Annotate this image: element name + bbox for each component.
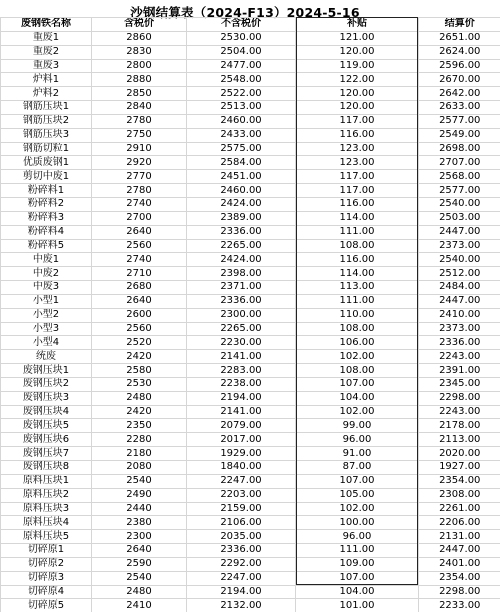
cell-price-without-tax[interactable]: 1840.00 [187,461,296,475]
cell-price-without-tax[interactable]: 2247.00 [187,571,296,585]
cell-settlement-price[interactable]: 2113.00 [419,433,500,447]
cell-price-without-tax[interactable]: 2460.00 [187,184,296,198]
cell-subsidy[interactable]: 120.00 [296,87,419,101]
cell-price-with-tax[interactable]: 2800 [92,59,187,73]
cell-subsidy[interactable]: 117.00 [296,184,419,198]
cell-price-without-tax[interactable]: 2477.00 [187,59,296,73]
cell-subsidy[interactable]: 116.00 [296,197,419,211]
cell-price-with-tax[interactable]: 2580 [92,364,187,378]
cell-subsidy[interactable]: 123.00 [296,156,419,170]
table-row [1,544,500,558]
cell-subsidy[interactable]: 107.00 [296,571,419,585]
cell-price-without-tax[interactable]: 2230.00 [187,336,296,350]
cell-price-without-tax[interactable]: 2035.00 [187,530,296,544]
cell-price-without-tax[interactable]: 2336.00 [187,294,296,308]
table-row [1,294,500,308]
cell-settlement-price[interactable]: 2373.00 [419,322,500,336]
cell-price-without-tax[interactable]: 2132.00 [187,599,296,612]
table-row [1,197,500,211]
table-row [1,31,500,45]
table-row [1,405,500,419]
cell-price-with-tax[interactable]: 2640 [92,544,187,558]
table-row [1,73,500,87]
cell-price-without-tax[interactable]: 1929.00 [187,447,296,461]
cell-subsidy[interactable]: 113.00 [296,281,419,295]
cell-name[interactable]: 废钢压块2 [1,377,92,391]
cell-settlement-price[interactable]: 2540.00 [419,253,500,267]
cell-name[interactable]: 原料压块4 [1,516,92,530]
cell-settlement-price[interactable]: 2298.00 [419,585,500,599]
cell-subsidy[interactable]: 104.00 [296,585,419,599]
cell-subsidy[interactable]: 111.00 [296,225,419,239]
cell-settlement-price[interactable]: 2596.00 [419,59,500,73]
settlement-table [0,17,500,612]
cell-name[interactable]: 钢筋切粒1 [1,142,92,156]
cell-name[interactable]: 重废3 [1,59,92,73]
cell-settlement-price[interactable]: 2512.00 [419,267,500,281]
cell-name[interactable]: 中废3 [1,281,92,295]
cell-price-without-tax[interactable]: 2238.00 [187,377,296,391]
cell-price-without-tax[interactable]: 2247.00 [187,474,296,488]
cell-price-with-tax[interactable]: 2590 [92,557,187,571]
cell-price-without-tax[interactable]: 2389.00 [187,211,296,225]
cell-settlement-price[interactable]: 2447.00 [419,294,500,308]
cell-subsidy[interactable]: 107.00 [296,377,419,391]
cell-settlement-price[interactable]: 2131.00 [419,530,500,544]
cell-name[interactable]: 剪切中废1 [1,170,92,184]
header-settlement-price[interactable]: 结算价 [419,18,500,32]
settlement-table-body [1,18,500,612]
cell-name[interactable]: 原料压块3 [1,502,92,516]
cell-name[interactable]: 原料压块2 [1,488,92,502]
table-row [1,142,500,156]
cell-price-without-tax[interactable]: 2159.00 [187,502,296,516]
table-row [1,336,500,350]
cell-subsidy[interactable]: 108.00 [296,364,419,378]
cell-subsidy[interactable]: 119.00 [296,59,419,73]
cell-price-without-tax[interactable]: 2283.00 [187,364,296,378]
cell-name[interactable]: 重废1 [1,31,92,45]
table-row [1,447,500,461]
cell-price-without-tax[interactable]: 2194.00 [187,585,296,599]
cell-price-without-tax[interactable]: 2371.00 [187,281,296,295]
cell-subsidy[interactable]: 120.00 [296,45,419,59]
cell-price-without-tax[interactable]: 2504.00 [187,45,296,59]
cell-name[interactable]: 废钢压块3 [1,391,92,405]
table-row [1,571,500,585]
cell-settlement-price[interactable]: 2633.00 [419,101,500,115]
cell-name[interactable]: 切碎原2 [1,557,92,571]
table-row [1,114,500,128]
cell-settlement-price[interactable]: 2577.00 [419,114,500,128]
cell-settlement-price[interactable]: 2707.00 [419,156,500,170]
table-row [1,364,500,378]
table-row [1,59,500,73]
cell-settlement-price[interactable]: 2233.00 [419,599,500,612]
cell-price-with-tax[interactable]: 2740 [92,197,187,211]
table-row [1,211,500,225]
cell-settlement-price[interactable]: 2298.00 [419,391,500,405]
cell-subsidy[interactable]: 102.00 [296,405,419,419]
cell-subsidy[interactable]: 111.00 [296,294,419,308]
cell-subsidy[interactable]: 96.00 [296,433,419,447]
cell-settlement-price[interactable]: 2577.00 [419,184,500,198]
cell-subsidy[interactable]: 116.00 [296,128,419,142]
table-row [1,530,500,544]
cell-price-with-tax[interactable]: 2410 [92,599,187,612]
cell-name[interactable]: 钢筋压块1 [1,101,92,115]
cell-price-without-tax[interactable]: 2424.00 [187,253,296,267]
cell-settlement-price[interactable]: 2261.00 [419,502,500,516]
cell-name[interactable]: 废钢压块4 [1,405,92,419]
cell-name[interactable]: 粉碎料3 [1,211,92,225]
cell-subsidy[interactable]: 109.00 [296,557,419,571]
cell-price-without-tax[interactable]: 2575.00 [187,142,296,156]
cell-name[interactable]: 钢筋压块2 [1,114,92,128]
cell-price-with-tax[interactable]: 2440 [92,502,187,516]
cell-subsidy[interactable]: 104.00 [296,391,419,405]
cell-subsidy[interactable]: 99.00 [296,419,419,433]
cell-price-without-tax[interactable]: 2336.00 [187,544,296,558]
cell-price-without-tax[interactable]: 2398.00 [187,267,296,281]
cell-price-with-tax[interactable]: 2180 [92,447,187,461]
cell-price-with-tax[interactable]: 2530 [92,377,187,391]
header-price-without-tax[interactable]: 不含税价 [187,18,296,32]
table-row [1,253,500,267]
cell-subsidy[interactable]: 114.00 [296,211,419,225]
cell-subsidy[interactable]: 114.00 [296,267,419,281]
cell-price-with-tax[interactable]: 2080 [92,461,187,475]
table-row [1,267,500,281]
cell-price-without-tax[interactable]: 2530.00 [187,31,296,45]
cell-name[interactable]: 小型2 [1,308,92,322]
table-row [1,377,500,391]
table-row [1,45,500,59]
cell-settlement-price[interactable]: 2447.00 [419,225,500,239]
cell-price-with-tax[interactable]: 2540 [92,571,187,585]
cell-price-with-tax[interactable]: 2560 [92,239,187,253]
cell-price-with-tax[interactable]: 2840 [92,101,187,115]
cell-settlement-price[interactable]: 2568.00 [419,170,500,184]
cell-price-without-tax[interactable]: 2336.00 [187,225,296,239]
cell-price-with-tax[interactable]: 2350 [92,419,187,433]
table-row [1,101,500,115]
cell-settlement-price[interactable]: 2354.00 [419,474,500,488]
cell-settlement-price[interactable]: 2401.00 [419,557,500,571]
cell-subsidy[interactable]: 111.00 [296,544,419,558]
cell-settlement-price[interactable]: 1927.00 [419,461,500,475]
cell-price-with-tax[interactable]: 2750 [92,128,187,142]
header-price-with-tax[interactable]: 含税价 [92,18,187,32]
cell-price-without-tax[interactable]: 2424.00 [187,197,296,211]
cell-settlement-price[interactable]: 2243.00 [419,350,500,364]
cell-name[interactable]: 废钢压块5 [1,419,92,433]
cell-name[interactable]: 炉料1 [1,73,92,87]
table-header-row [1,18,500,32]
cell-name[interactable]: 废钢压块6 [1,433,92,447]
table-row [1,474,500,488]
cell-price-with-tax[interactable]: 2540 [92,474,187,488]
cell-name[interactable]: 小型3 [1,322,92,336]
table-row [1,585,500,599]
cell-price-without-tax[interactable]: 2548.00 [187,73,296,87]
cell-settlement-price[interactable]: 2698.00 [419,142,500,156]
cell-price-without-tax[interactable]: 2079.00 [187,419,296,433]
cell-settlement-price[interactable]: 2243.00 [419,405,500,419]
cell-price-without-tax[interactable]: 2265.00 [187,239,296,253]
table-row [1,350,500,364]
cell-price-with-tax[interactable]: 2780 [92,114,187,128]
cell-price-with-tax[interactable]: 2780 [92,184,187,198]
table-row [1,322,500,336]
cell-price-with-tax[interactable]: 2700 [92,211,187,225]
table-row [1,433,500,447]
cell-name[interactable]: 重废2 [1,45,92,59]
cell-price-with-tax[interactable]: 2920 [92,156,187,170]
table-row [1,391,500,405]
cell-price-without-tax[interactable]: 2522.00 [187,87,296,101]
cell-price-with-tax[interactable]: 2490 [92,488,187,502]
cell-price-with-tax[interactable]: 2560 [92,322,187,336]
cell-price-without-tax[interactable]: 2141.00 [187,405,296,419]
cell-name[interactable]: 切碎原1 [1,544,92,558]
cell-settlement-price[interactable]: 2484.00 [419,281,500,295]
table-row [1,170,500,184]
cell-price-with-tax[interactable]: 2640 [92,294,187,308]
cell-price-with-tax[interactable]: 2880 [92,73,187,87]
cell-price-with-tax[interactable]: 2680 [92,281,187,295]
cell-subsidy[interactable]: 120.00 [296,101,419,115]
table-row [1,516,500,530]
table-row [1,461,500,475]
cell-subsidy[interactable]: 108.00 [296,239,419,253]
table-row [1,184,500,198]
cell-settlement-price[interactable]: 2336.00 [419,336,500,350]
table-row [1,239,500,253]
table-row [1,281,500,295]
cell-settlement-price[interactable]: 2410.00 [419,308,500,322]
cell-price-with-tax[interactable]: 2740 [92,253,187,267]
cell-price-without-tax[interactable]: 2451.00 [187,170,296,184]
sheet-title: 沙钢结算表（2024-F13）2024-5-16 [95,3,395,19]
cell-name[interactable]: 废钢压块8 [1,461,92,475]
cell-price-with-tax[interactable]: 2850 [92,87,187,101]
cell-price-with-tax[interactable]: 2380 [92,516,187,530]
cell-name[interactable]: 优质废钢1 [1,156,92,170]
cell-name[interactable]: 切碎原5 [1,599,92,612]
cell-settlement-price[interactable]: 2549.00 [419,128,500,142]
cell-settlement-price[interactable]: 2642.00 [419,87,500,101]
cell-name[interactable]: 粉碎料1 [1,184,92,198]
cell-subsidy[interactable]: 123.00 [296,142,419,156]
cell-settlement-price[interactable]: 2670.00 [419,73,500,87]
table-row [1,557,500,571]
cell-settlement-price[interactable]: 2391.00 [419,364,500,378]
cell-name[interactable]: 原料压块1 [1,474,92,488]
cell-price-without-tax[interactable]: 2203.00 [187,488,296,502]
cell-price-with-tax[interactable]: 2770 [92,170,187,184]
cell-price-without-tax[interactable]: 2292.00 [187,557,296,571]
cell-subsidy[interactable]: 101.00 [296,599,419,612]
cell-name[interactable]: 切碎原4 [1,585,92,599]
cell-price-with-tax[interactable]: 2420 [92,405,187,419]
cell-settlement-price[interactable]: 2354.00 [419,571,500,585]
cell-subsidy[interactable]: 102.00 [296,502,419,516]
table-row [1,225,500,239]
cell-settlement-price[interactable]: 2345.00 [419,377,500,391]
table-row [1,419,500,433]
cell-price-with-tax[interactable]: 2830 [92,45,187,59]
cell-name[interactable]: 钢筋压块3 [1,128,92,142]
cell-price-with-tax[interactable]: 2710 [92,267,187,281]
cell-subsidy[interactable]: 117.00 [296,114,419,128]
cell-price-without-tax[interactable]: 2017.00 [187,433,296,447]
cell-subsidy[interactable]: 122.00 [296,73,419,87]
cell-settlement-price[interactable]: 2503.00 [419,211,500,225]
cell-subsidy[interactable]: 121.00 [296,31,419,45]
cell-price-without-tax[interactable]: 2194.00 [187,391,296,405]
cell-name[interactable]: 粉碎料5 [1,239,92,253]
cell-price-with-tax[interactable]: 2860 [92,31,187,45]
cell-name[interactable]: 切碎原3 [1,571,92,585]
table-row [1,599,500,612]
cell-name[interactable]: 小型1 [1,294,92,308]
cell-name[interactable]: 废钢压块1 [1,364,92,378]
cell-name[interactable]: 炉料2 [1,87,92,101]
cell-price-with-tax[interactable]: 2600 [92,308,187,322]
cell-price-without-tax[interactable]: 2300.00 [187,308,296,322]
cell-subsidy[interactable]: 108.00 [296,322,419,336]
cell-subsidy[interactable]: 106.00 [296,336,419,350]
cell-price-without-tax[interactable]: 2433.00 [187,128,296,142]
cell-settlement-price[interactable]: 2373.00 [419,239,500,253]
cell-subsidy[interactable]: 117.00 [296,170,419,184]
cell-settlement-price[interactable]: 2020.00 [419,447,500,461]
cell-subsidy[interactable]: 105.00 [296,488,419,502]
header-subsidy[interactable]: 补贴 [296,18,419,32]
cell-price-without-tax[interactable]: 2106.00 [187,516,296,530]
cell-subsidy[interactable]: 87.00 [296,461,419,475]
cell-price-without-tax[interactable]: 2460.00 [187,114,296,128]
cell-name[interactable]: 中废2 [1,267,92,281]
cell-price-with-tax[interactable]: 2280 [92,433,187,447]
table-row [1,488,500,502]
cell-price-without-tax[interactable]: 2141.00 [187,350,296,364]
cell-name[interactable]: 粉碎料2 [1,197,92,211]
cell-subsidy[interactable]: 116.00 [296,253,419,267]
cell-name[interactable]: 统废 [1,350,92,364]
cell-settlement-price[interactable]: 2178.00 [419,419,500,433]
cell-subsidy[interactable]: 102.00 [296,350,419,364]
cell-name[interactable]: 小型4 [1,336,92,350]
cell-subsidy[interactable]: 96.00 [296,530,419,544]
cell-price-with-tax[interactable]: 2480 [92,585,187,599]
cell-subsidy[interactable]: 107.00 [296,474,419,488]
cell-price-with-tax[interactable]: 2480 [92,391,187,405]
cell-subsidy[interactable]: 91.00 [296,447,419,461]
table-row [1,308,500,322]
cell-price-without-tax[interactable]: 2584.00 [187,156,296,170]
cell-settlement-price[interactable]: 2624.00 [419,45,500,59]
cell-name[interactable]: 粉碎料4 [1,225,92,239]
cell-settlement-price[interactable]: 2651.00 [419,31,500,45]
cell-settlement-price[interactable]: 2540.00 [419,197,500,211]
table-row [1,87,500,101]
table-row [1,502,500,516]
cell-price-without-tax[interactable]: 2265.00 [187,322,296,336]
table-row [1,156,500,170]
cell-subsidy[interactable]: 100.00 [296,516,419,530]
cell-settlement-price[interactable]: 2308.00 [419,488,500,502]
cell-name[interactable]: 原料压块5 [1,530,92,544]
header-name[interactable]: 废钢铁名称 [1,18,92,32]
cell-subsidy[interactable]: 110.00 [296,308,419,322]
cell-settlement-price[interactable]: 2447.00 [419,544,500,558]
cell-price-with-tax[interactable]: 2420 [92,350,187,364]
cell-price-with-tax[interactable]: 2640 [92,225,187,239]
cell-settlement-price[interactable]: 2206.00 [419,516,500,530]
cell-price-with-tax[interactable]: 2910 [92,142,187,156]
cell-price-without-tax[interactable]: 2513.00 [187,101,296,115]
cell-price-with-tax[interactable]: 2520 [92,336,187,350]
cell-name[interactable]: 废钢压块7 [1,447,92,461]
cell-name[interactable]: 中废1 [1,253,92,267]
table-row [1,128,500,142]
cell-price-with-tax[interactable]: 2300 [92,530,187,544]
